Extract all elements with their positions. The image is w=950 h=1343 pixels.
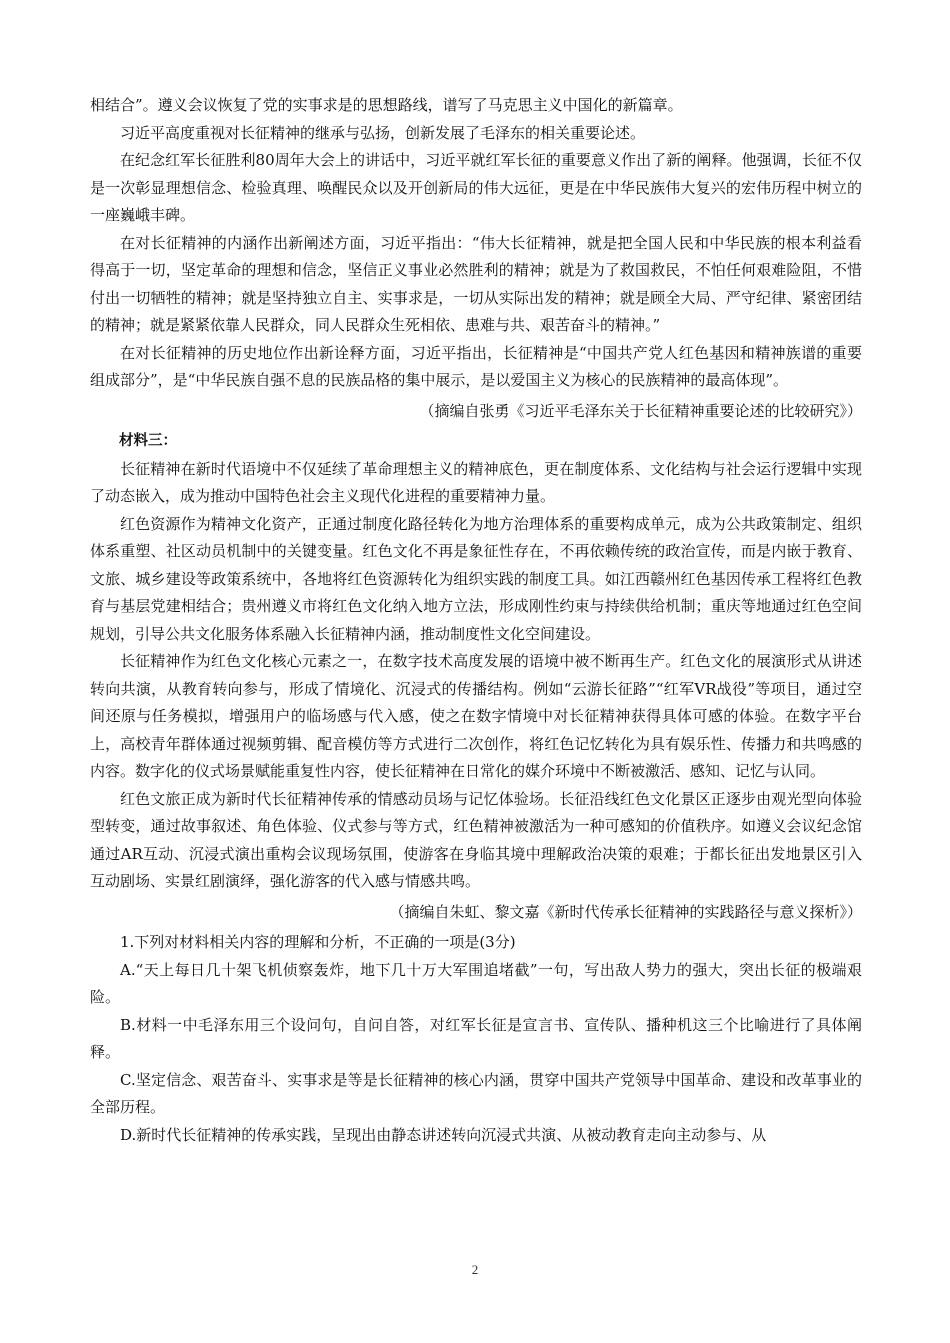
question-1-option-d: D.新时代长征精神的传承实践，呈现出由静态讲述转向沉浸式共演、从被动教育走向主动参与、从 [120,1125,767,1144]
material3-paragraph-1: 长征精神在新时代语境中不仅延续了革命理想主义的精神底色，更在制度体系、文化结构与社会运行逻辑中实现了动态嵌入，成为推动中国特色社会主义现代化进程的重要精神力量。 [90,459,862,505]
material2-paragraph-5: 在对长征精神的历史地位作出新诠释方面，习近平指出，长征精神是“中国共产党人红色基因和精神族谱的重要组成部分”，是“中华民族自强不息的民族品格的集中展示，是以爱国主义为核心的民族精神的最高体现”。 [90,343,862,389]
material2-source: （摘编自张勇《习近平毛泽东关于长征精神重要论述的比较研究》） [419,401,862,420]
material2-paragraph-3: 在纪念红军长征胜利80周年大会上的讲话中，习近平就红军长征的重要意义作出了新的阐释。他强调，长征不仅是一次彰显理想信念、检验真理、唤醒民众以及开创新局的伟大远征，更是在中华民族伟大复兴的宏伟历程中树立的一座巍峨丰碑。 [90,151,862,224]
material3-paragraph-3: 长征精神作为红色文化核心元素之一，在数字技术高度发展的语境中被不断再生产。红色文化的展演形式从讲述转向共演，从教育转向参与，形成了情境化、沉浸式的传播结构。例如“云游长征路”“红军VR战役”等项目，通过空间还原与任务模拟，增强用户的临场感与代入感，使之在数字情境中对长征精神获得具体可感的体验。在数字平台上，高校青年群体通过视频剪辑、配音模仿等方式进行二次创作，将红色记忆转化为具有娱乐性、传播力和共鸣感的内容。数字化的仪式场景赋能重复性内容，使长征精神在日常化的媒介环境中不断被激活、感知、记忆与认同。 [90,652,862,780]
material2-paragraph-2: 习近平高度重视对长征精神的继承与弘扬，创新发展了毛泽东的相关重要论述。 [120,123,646,142]
material2-paragraph-4: 在对长征精神的内涵作出新阐述方面，习近平指出：“伟大长征精神，就是把全国人民和中华民族的根本利益看得高于一切，坚定革命的理想和信念，坚信正义事业必然胜利的精神；就是为了救国救民，不怕任何艰难险阻，不惜付出一切牺牲的精神；就是坚持独立自主、实事求是，一切从实际出发的精神；就是顾全大局、严守纪律、紧密团结的精神；就是紧紧依靠人民群众，同人民群众生死相依、患难与共、艰苦奋斗的精神。” [90,233,862,334]
question-1-option-a: A.“天上每日几十架飞机侦察轰炸，地下几十万大军围追堵截”一句，写出敌人势力的强大，突出长征的极端艰险。 [90,960,862,1006]
material3-paragraph-2: 红色资源作为精神文化资产，正通过制度化路径转化为地方治理体系的重要构成单元，成为公共政策制定、组织体系重塑、社区动员机制中的关键变量。红色文化不再是象征性存在，不再依赖传统的政治宣传，而是内嵌于教育、文旅、城乡建设等政策系统中，各地将红色资源转化为组织实践的制度工具。如江西赣州红色基因传承工程将红色教育与基层党建相结合；贵州遵义市将红色文化纳入地方立法，形成刚性约束与持续供给机制；重庆等地通过红色空间规划，引导公共文化服务体系融入长征精神内涵，推动制度性文化空间建设。 [90,514,862,643]
material3-paragraph-4: 红色文旅正成为新时代长征精神传承的情感动员场与记忆体验场。长征沿线红色文化景区正逐步由观光型向体验型转变，通过故事叙述、角色体验、仪式参与等方式，红色精神被激活为一种可感知的价值秩序。如遵义会议纪念馆通过AR互动、沉浸式演出重构会议现场氛围，使游客在身临其境中理解政治决策的艰难；于都长征出发地景区引入互动剧场、实景红剧演绎，强化游客的代入感与情感共鸣。 [90,789,862,890]
page-number: 2 [471,1262,479,1277]
question-1-stem: 1.下列对材料相关内容的理解和分析，不正确的一项是(3分) [120,933,516,951]
question-1-option-c: C.坚定信念、艰苦奋斗、实事求是等是长征精神的核心内涵，贯穿中国共产党领导中国革命、建设和改革事业的全部历程。 [90,1070,862,1116]
question-1-option-b: B.材料一中毛泽东用三个设问句，自问自答，对红军长征是宣言书、宣传队、播种机这三个比喻进行了具体阐释。 [90,1015,862,1061]
material2-paragraph-1: 相结合”。遵义会议恢复了党的实事求是的思想路线，谱写了马克思主义中国化的新篇章。 [90,96,683,114]
material3-heading: 材料三： [119,433,177,449]
page-content [90,92,862,1149]
material3-source: （摘编自朱虹、黎文嘉《新时代传承长征精神的实践路径与意义探析》） [389,902,862,921]
